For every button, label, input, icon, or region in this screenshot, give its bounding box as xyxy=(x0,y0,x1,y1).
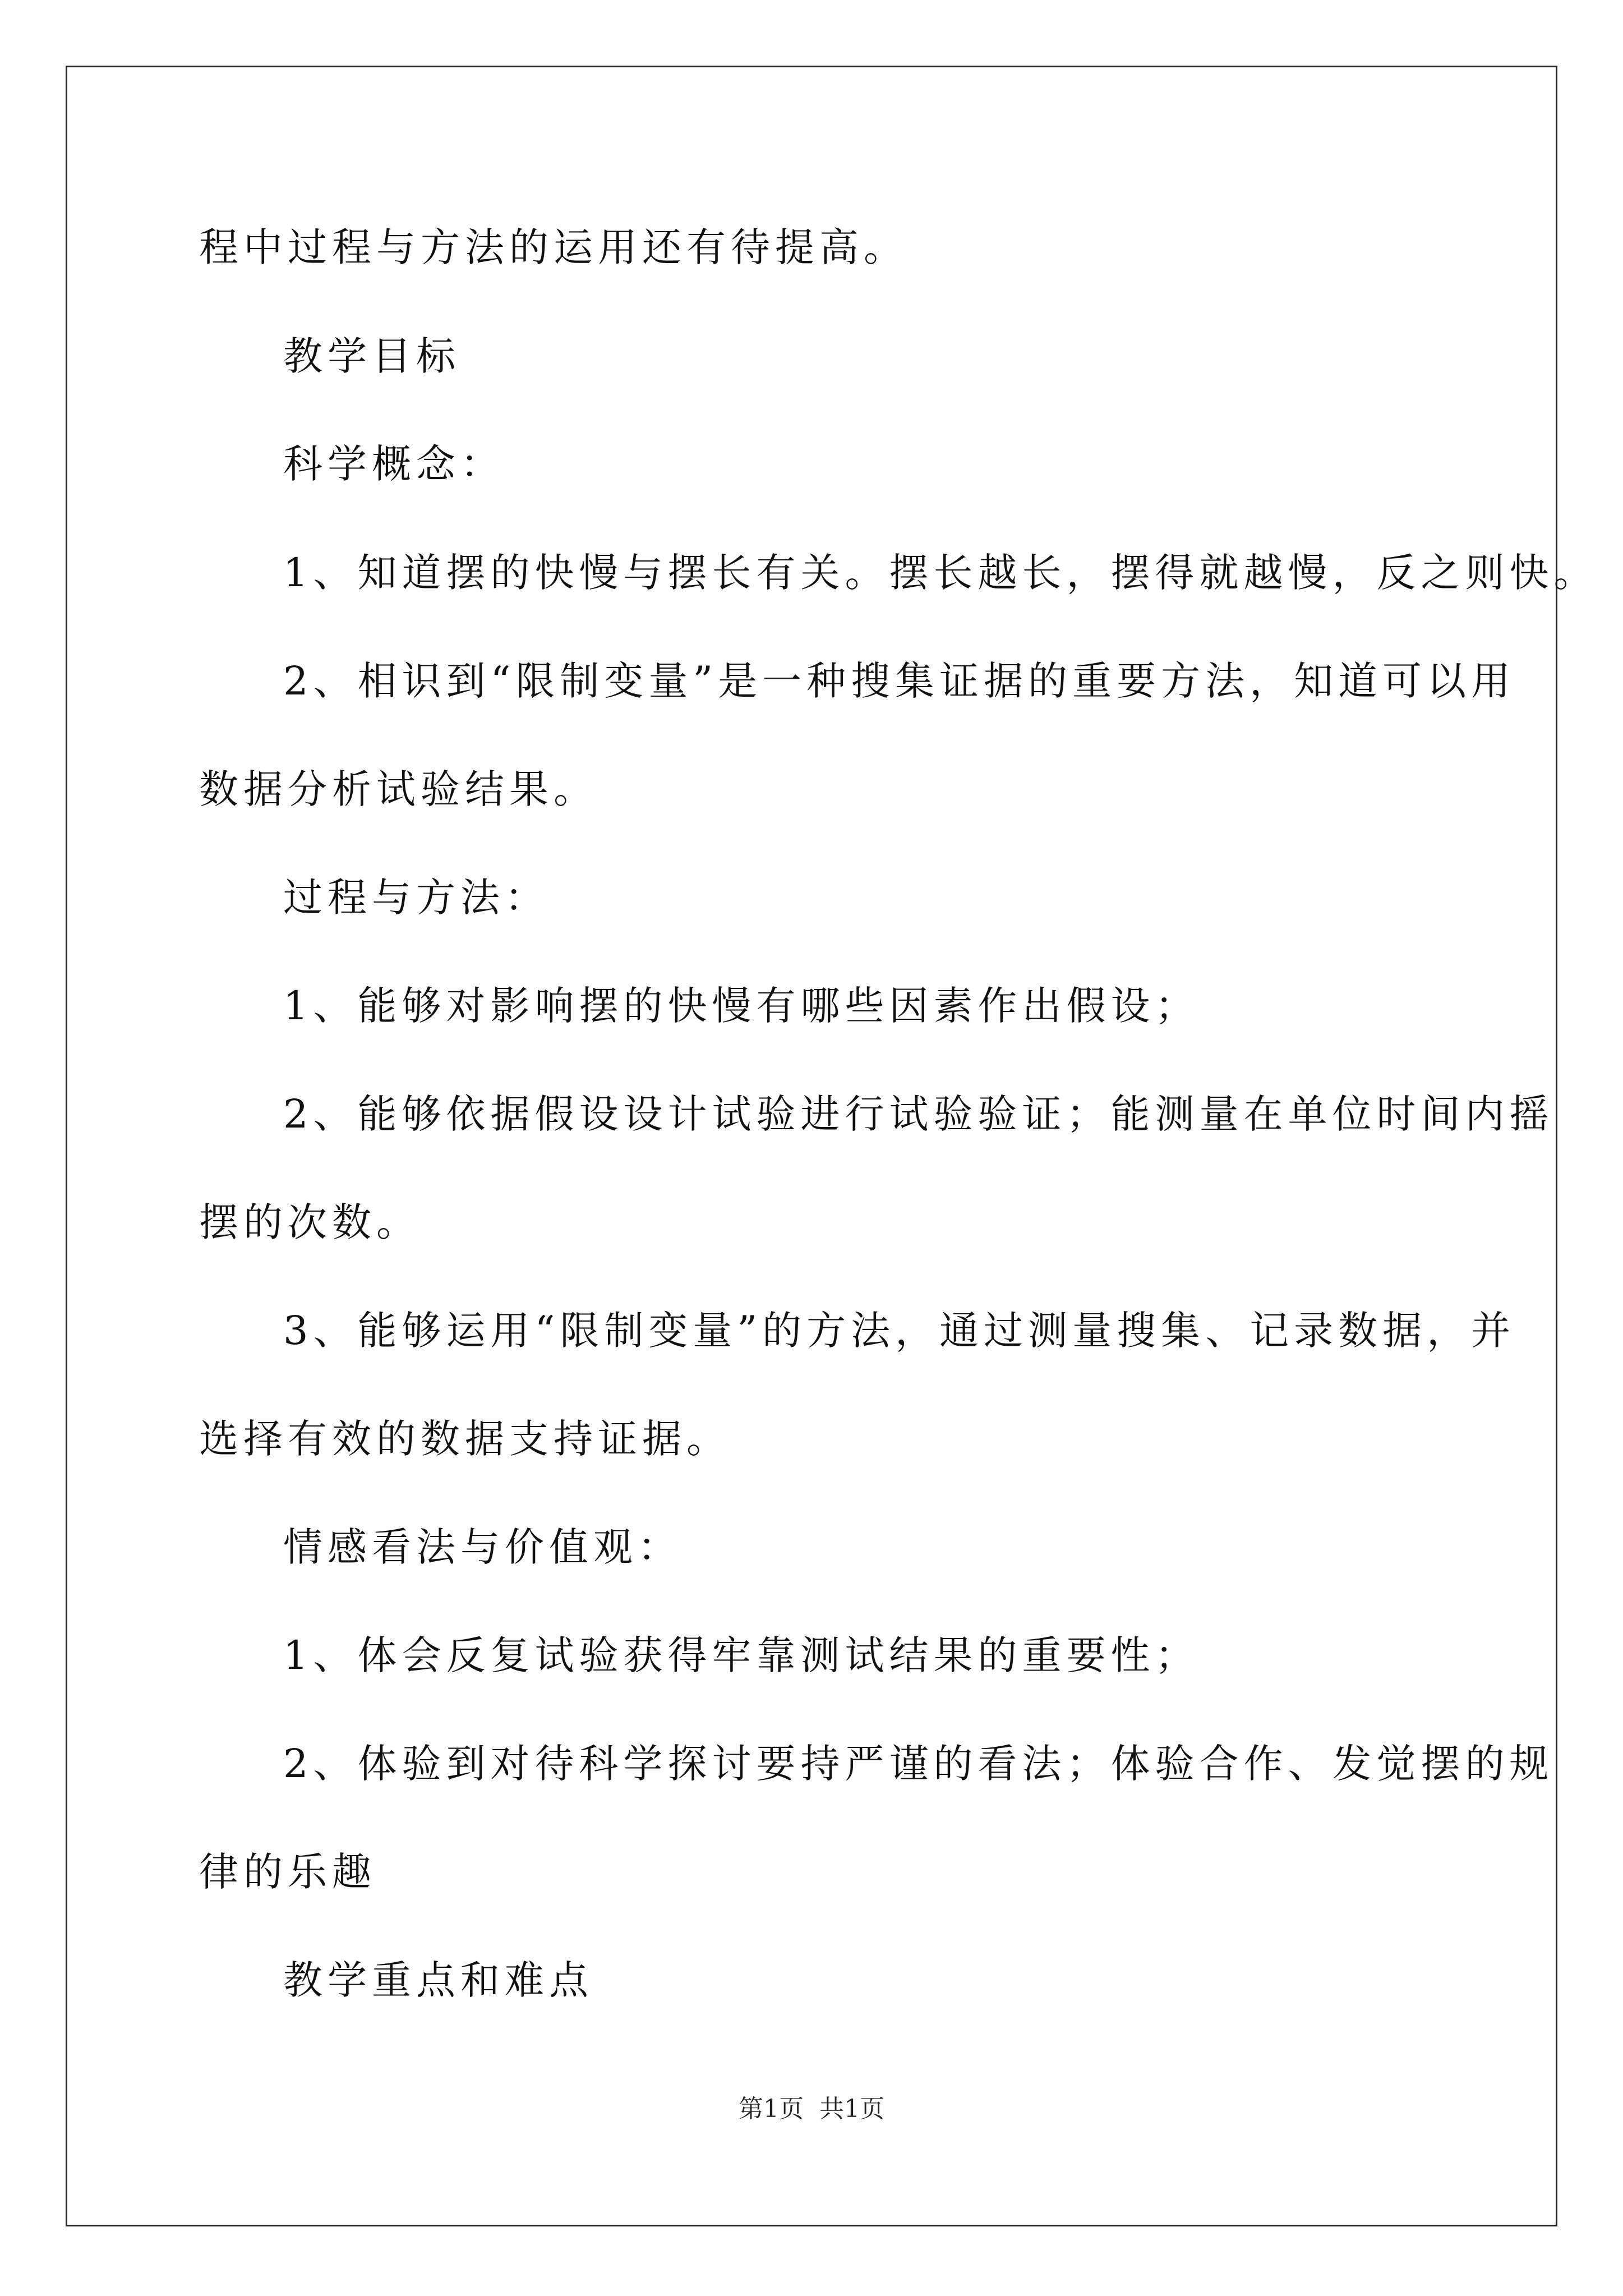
page-footer xyxy=(0,2092,1623,2126)
page-total: 共1页 xyxy=(819,2095,884,2123)
list-item: 1、能够对影响摆的快慢有哪些因素作出假设； xyxy=(283,983,1200,1029)
subheading-attitudes-values: 情感看法与价值观： xyxy=(283,1524,682,1570)
heading-key-difficult-points: 教学重点和难点 xyxy=(283,1957,593,2003)
subheading-process-methods: 过程与方法： xyxy=(283,875,549,921)
subheading-science-concepts: 科学概念： xyxy=(283,441,505,487)
list-item: 1、体会反复试验获得牢靠测试结果的重要性； xyxy=(283,1632,1200,1678)
list-item-continuation: 选择有效的数据支持证据。 xyxy=(199,1416,731,1462)
page-border xyxy=(66,66,1557,2226)
paragraph-continuation: 程中过程与方法的运用还有待提高。 xyxy=(199,224,908,270)
list-item: 1、知道摆的快慢与摆长有关。摆长越长，摆得就越慢，反之则快。 xyxy=(283,550,1598,596)
list-item: 2、体验到对待科学探讨要持严谨的看法；体验合作、发觉摆的规 xyxy=(283,1741,1554,1787)
list-item: 2、能够依据假设设计试验进行试验验证；能测量在单位时间内摇 xyxy=(283,1091,1554,1137)
list-item-continuation: 数据分析试验结果。 xyxy=(199,766,598,812)
list-item-continuation: 摆的次数。 xyxy=(199,1199,421,1245)
list-item: 2、相识到“限制变量”是一种搜集证据的重要方法，知道可以用 xyxy=(283,658,1516,704)
list-item-continuation: 律的乐趣 xyxy=(199,1849,376,1895)
page-number: 第1页 xyxy=(739,2095,804,2123)
heading-teaching-goals: 教学目标 xyxy=(283,333,460,379)
list-item: 3、能够运用“限制变量”的方法，通过测量搜集、记录数据，并 xyxy=(283,1308,1516,1354)
